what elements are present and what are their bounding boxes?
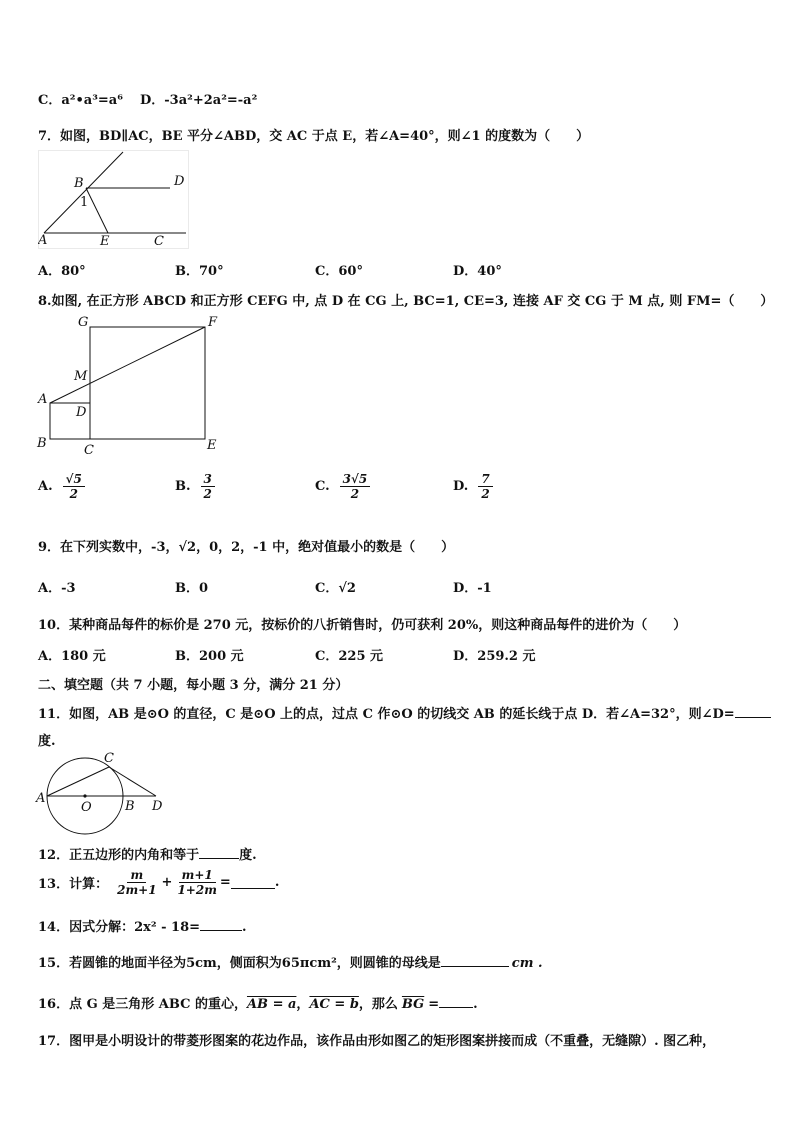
q9-option-a: A．-3 <box>38 581 76 596</box>
q11-text-end: 度. <box>38 734 56 749</box>
q16-text <box>38 993 478 1012</box>
q12-question: 12．正五边形的内角和等于 <box>38 848 200 863</box>
q16-sep: ， <box>296 997 310 1012</box>
q13-plus: + <box>161 875 173 890</box>
q9-text: 9．在下列实数中，-3，√2，0，2，-1 中，绝对值最小的数是（ ） <box>38 540 455 555</box>
q8-option-d-num: 7 <box>478 472 492 487</box>
q8-figure <box>34 310 224 458</box>
q16-prefix: 16．点 G 是三角形 ABC 的重心， <box>38 997 247 1012</box>
q10-text: 10．某种商品每件的标价是 270 元，按标价的八折销售时，仍可获利 20%，则这种商品每件的进价为（ ） <box>38 618 687 633</box>
q7-option-c: C．60° <box>315 264 363 279</box>
q10-option-b: B．200 元 <box>175 649 244 664</box>
q9-option-d: D．-1 <box>453 581 492 596</box>
q8-option-a-fraction <box>63 472 85 501</box>
q12-text <box>38 844 257 863</box>
q13-text: 13．计算： $\frac{m}{2m+1}$ + $\frac{m+1}{1+2m}$ = . <box>38 868 280 897</box>
q11-figure <box>34 750 174 838</box>
q12-suffix: 度. <box>239 848 257 863</box>
q7-option-b: B．70° <box>175 264 224 279</box>
q11-label-c: C <box>104 751 114 766</box>
q8-option-d-prefix: D. <box>453 479 469 494</box>
q14-question: 14．因式分解：2x² - 18= <box>38 920 201 935</box>
q8-option-a-prefix: A. <box>38 479 53 494</box>
q13-f2-den: 1+2m <box>177 883 217 897</box>
q14-answer-blank <box>200 918 242 931</box>
q13-answer-blank <box>231 876 275 889</box>
q8-label-b: B <box>37 436 47 451</box>
q8-option-b-prefix: B. <box>175 479 191 494</box>
q11-label-b: B <box>125 799 135 814</box>
q11-label-o: O <box>81 800 92 815</box>
q7-label-e: E <box>100 234 110 249</box>
q11-label-d: D <box>152 799 163 814</box>
q16-mid: ，那么 <box>358 997 398 1012</box>
q8-option-b-num: 3 <box>201 472 215 487</box>
q8-option-c-num: 3√5 <box>340 472 371 487</box>
q13-prefix: 13．计算： <box>38 877 109 892</box>
q8-option-b-den: 2 <box>203 487 212 501</box>
q11-label-a: A <box>36 791 46 806</box>
q8-option-a <box>38 472 85 501</box>
q17-text: 17．图甲是小明设计的带菱形图案的花边作品，该作品由形如图乙的矩形图案拼接而成（不重叠，无缝隙）. 图乙种， <box>38 1034 716 1049</box>
q16-equals: = <box>428 997 440 1012</box>
q8-option-c-fraction <box>340 472 371 501</box>
q8-option-d <box>453 472 493 501</box>
q8-label-a: A <box>38 392 48 407</box>
q8-option-c <box>315 472 370 501</box>
q10-option-c: C．225 元 <box>315 649 384 664</box>
q13-fraction-2 <box>174 868 219 897</box>
q14-suffix: . <box>242 920 247 935</box>
q8-option-a-num: √5 <box>63 472 85 487</box>
q10-option-d: D．259.2 元 <box>453 649 536 664</box>
q8-label-d: D <box>76 405 87 420</box>
q9-option-b: B．0 <box>175 581 209 596</box>
q7-text: 7．如图，BD∥AC，BE 平分∠ABD，交 AC 于点 E，若∠A=40°，则∠1 的度数为（ ） <box>38 129 590 144</box>
q8-label-f: F <box>208 315 218 330</box>
q6-option-c: C．a²•a³=a⁶ <box>38 93 123 108</box>
q14-text <box>38 916 247 935</box>
q16-vector-ab: AB = a <box>246 997 297 1012</box>
q7-option-d: D．40° <box>453 264 502 279</box>
q7-figure <box>38 150 190 250</box>
q8-option-b-fraction <box>201 472 215 501</box>
q8-option-b <box>175 472 215 501</box>
q7-label-1: 1 <box>80 195 89 210</box>
q7-label-b: B <box>74 176 84 191</box>
q11-answer-blank <box>735 705 771 718</box>
q12-answer-blank <box>199 846 239 859</box>
q6-option-d: D．-3a²+2a²=-a² <box>140 93 258 108</box>
q8-text: 8.如图, 在正方形 ABCD 和正方形 CEFG 中, 点 D 在 CG 上, BC=1, CE=3, 连接 AF 交 CG 于 M 点, 则 FM=（ ） <box>38 294 774 309</box>
q16-vector-ac: AC = b <box>309 997 359 1012</box>
q8-option-c-prefix: C. <box>315 479 330 494</box>
q9-option-c: C．√2 <box>315 581 356 596</box>
q15-question: 15．若圆锥的地面半径为5cm，侧面积为65πcm²，则圆锥的母线是 <box>38 956 441 971</box>
q16-answer-blank <box>439 995 473 1008</box>
section-heading: 二、填空题（共 7 小题，每小题 3 分，满分 21 分） <box>38 678 349 693</box>
q8-option-d-fraction <box>478 472 492 501</box>
q7-option-a: A．80° <box>38 264 86 279</box>
q15-answer-blank <box>441 954 509 967</box>
q16-suffix: . <box>473 997 478 1012</box>
q11-text <box>38 703 771 722</box>
q8-label-c: C <box>84 443 94 458</box>
q13-fraction-1 <box>114 868 159 897</box>
q11-question: 11．如图，AB 是⊙O 的直径，C 是⊙O 上的点，过点 C 作⊙O 的切线交 AB 的延长线于点 D．若∠A=32°，则∠D= <box>38 707 735 722</box>
q8-label-g: G <box>78 315 89 330</box>
q13-f1-den: 2m+1 <box>117 883 157 897</box>
q15-text <box>38 952 543 971</box>
q8-option-c-den: 2 <box>350 487 360 501</box>
q13-f2-num: m+1 <box>179 868 216 883</box>
q7-label-d: D <box>174 174 185 189</box>
q16-vector-bg: $\overline{BG}$ <box>401 997 425 1012</box>
q8-label-m: M <box>74 369 88 384</box>
q8-label-e: E <box>207 438 217 453</box>
q7-label-c: C <box>154 234 164 249</box>
q7-label-a: A <box>38 233 48 248</box>
q10-option-a: A．180 元 <box>38 649 106 664</box>
q13-equals: = <box>219 875 231 890</box>
q8-option-a-den: 2 <box>69 487 78 501</box>
q13-f1-num: m <box>127 868 146 883</box>
q15-unit: cm . <box>511 956 543 971</box>
q8-option-d-den: 2 <box>481 487 490 501</box>
